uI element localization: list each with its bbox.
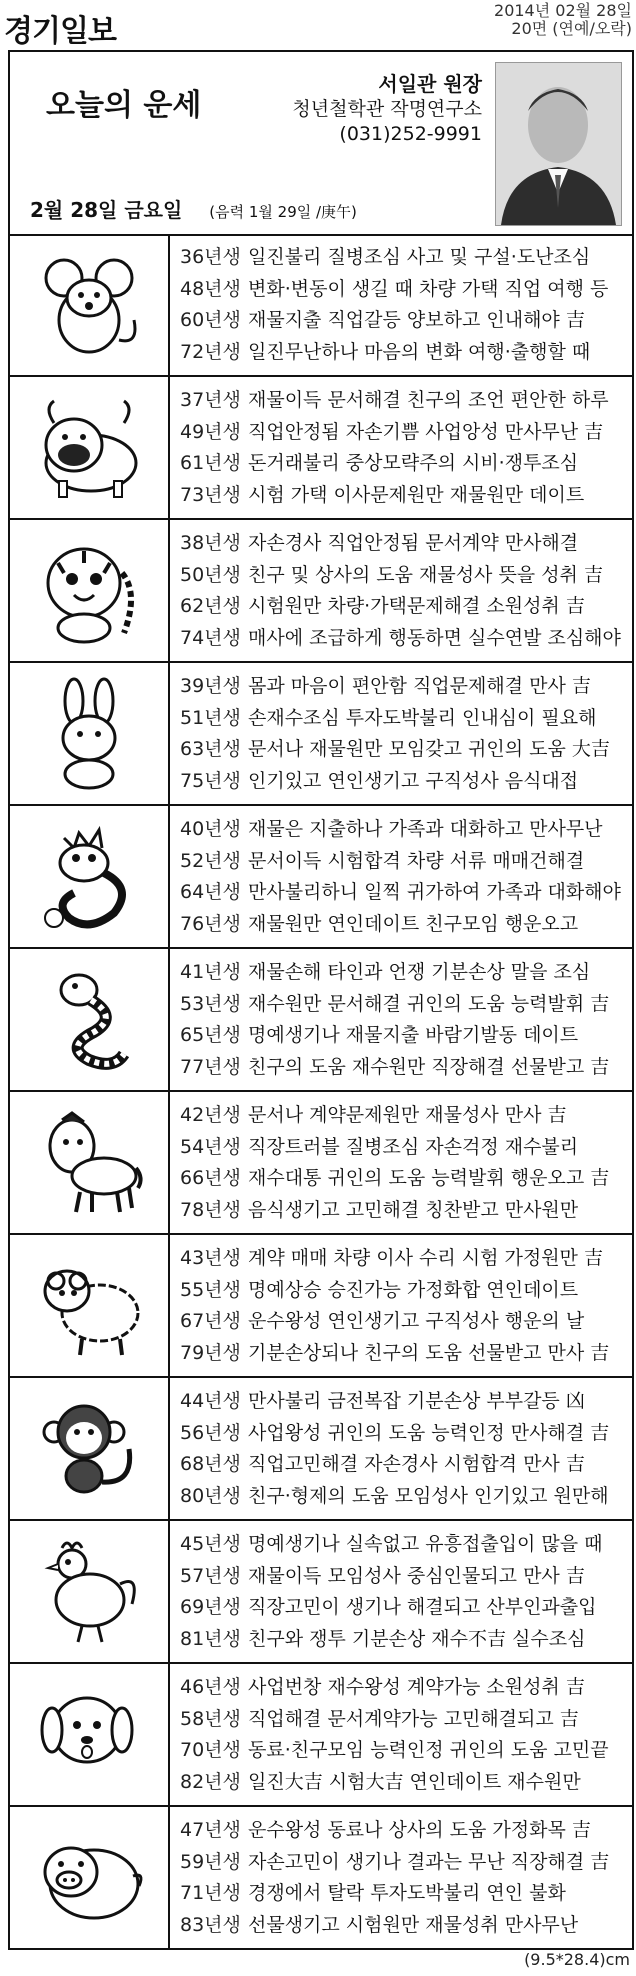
fortune-line [180,528,628,560]
fortune-line [180,734,628,766]
masthead [0,0,636,50]
fortune-lines [180,528,628,654]
fortune-text: 시험원만 차량·가택문제해결 소원성취 吉 [248,595,585,617]
dog-icon [32,1680,147,1790]
birth-year: 39년생 [180,675,241,697]
fortune-lines [180,1529,628,1655]
fortune-line [180,1100,628,1132]
zodiac-image [10,234,170,375]
birth-year: 46년생 [180,1676,241,1698]
fortune-text: 명예상승 승진가능 가정화합 연인데이트 [248,1278,579,1301]
fortune-text: 문서나 재물원만 모임갖고 귀인의 도움 大吉 [248,738,610,760]
zodiac-image [10,520,170,661]
birth-year: 43년생 [180,1247,241,1269]
birth-year: 51년생 [180,706,241,729]
monkey-icon [34,1394,144,1504]
rabbit-icon [39,676,139,791]
fortune-line [180,1672,628,1704]
author-phone: (031)252-9991 [339,123,482,145]
birth-year: 63년생 [180,738,241,760]
birth-year: 78년생 [180,1198,241,1221]
fortune-line [180,1704,628,1736]
birth-year: 79년생 [180,1341,241,1364]
fortune-line [180,989,628,1021]
fortune-text: 재물은 지출하나 가족과 대화하고 만사무난 [248,818,603,840]
author-photo [495,62,622,226]
fortune-lines [180,1243,628,1369]
zodiac-image [10,1807,170,1950]
pig-icon [29,1824,149,1934]
zodiac-row [10,1378,632,1521]
fortune-line [180,1449,628,1481]
zodiac-image [10,1235,170,1376]
birth-year: 38년생 [180,532,241,554]
author-org: 청년철학관 작명연구소 [292,98,482,120]
birth-year: 69년생 [180,1596,241,1618]
fortune-text: 선물생기고 시험원만 재물성취 만사무난 [248,1913,579,1936]
zodiac-row [10,1807,632,1950]
fortune-line [180,1815,628,1847]
horoscope-frame [8,50,634,1950]
zodiac-image [10,377,170,518]
snake-icon [39,962,139,1077]
birth-year: 41년생 [180,961,241,983]
zodiac-row [10,806,632,949]
zodiac-list [10,234,632,1950]
fortune-line [180,560,628,592]
birth-year: 70년생 [180,1739,241,1761]
birth-year: 36년생 [180,246,241,268]
fortune-text: 만사불리하니 일찍 귀가하여 가족과 대화해야 [248,881,621,903]
zodiac-row [10,949,632,1092]
fortune-line [180,703,628,735]
birth-year: 76년생 [180,912,241,935]
zodiac-row [10,1664,632,1807]
birth-year: 61년생 [180,452,241,474]
birth-year: 68년생 [180,1453,241,1475]
birth-year: 53년생 [180,992,241,1015]
fortune-line [180,448,628,480]
fortune-text: 사업번창 재수왕성 계약가능 소원성취 吉 [248,1676,585,1698]
fortune-text: 변화·변동이 생길 때 차량 가택 직업 여행 등 [248,277,609,300]
fortune-line [180,1386,628,1418]
fortune-text: 재물이득 문서해결 친구의 조언 편안한 하루 [248,389,609,411]
fortune-text: 동료·친구모임 능력인정 귀인의 도움 고민끝 [248,1739,609,1761]
fortune-line [180,1195,628,1227]
fortune-text: 몸과 마음이 편안함 직업문제해결 만사 吉 [248,675,591,697]
fortune-text: 사업왕성 귀인의 도움 능력인정 만사해결 吉 [248,1421,610,1444]
fortune-lines [180,1672,628,1798]
birth-year: 54년생 [180,1135,241,1158]
birth-year: 75년생 [180,769,241,792]
fortune-line [180,274,628,306]
fortune-line [180,814,628,846]
birth-year: 42년생 [180,1104,241,1126]
birth-year: 45년생 [180,1533,241,1555]
birth-year: 72년생 [180,340,241,363]
zodiac-row [10,1521,632,1664]
zodiac-row [10,663,632,806]
zodiac-image [10,1378,170,1519]
lunar-date: (음력 1월 29일 /庚午) [209,203,357,221]
fortune-line [180,1878,628,1910]
fortune-line [180,1847,628,1879]
fortune-line [180,766,628,798]
fortune-line [180,480,628,512]
birth-year: 58년생 [180,1707,241,1730]
birth-year: 66년생 [180,1167,241,1189]
fortune-text: 재수대통 귀인의 도움 능력발휘 행운오고 吉 [248,1167,610,1189]
zodiac-image [10,663,170,804]
fortune-line [180,591,628,623]
fortune-text: 재물지출 직업갈등 양보하고 인내해야 吉 [248,309,585,331]
fortune-text: 일진무난하나 마음의 변화 여행·출행할 때 [248,340,591,363]
birth-year: 49년생 [180,420,241,443]
birth-year: 73년생 [180,483,241,506]
birth-year: 62년생 [180,595,241,617]
fortune-text: 경쟁에서 탈락 투자도박불리 연인 불화 [248,1882,566,1904]
fortune-line [180,1910,628,1942]
birth-year: 55년생 [180,1278,241,1301]
fortune-text: 계약 매매 차량 이사 수리 시험 가정원만 吉 [248,1247,603,1269]
zodiac-row [10,1092,632,1235]
fortune-line [180,1052,628,1084]
fortune-lines [180,242,628,368]
sheep-icon [32,1251,147,1361]
birth-year: 80년생 [180,1484,241,1507]
fortune-line [180,305,628,337]
fortune-text: 직장고민이 생기나 해결되고 산부인과출입 [248,1596,597,1618]
fortune-line [180,337,628,369]
fortune-text: 자손경사 직업안정됨 문서계약 만사해결 [248,532,579,554]
birth-year: 57년생 [180,1564,241,1587]
fortune-line [180,846,628,878]
fortune-text: 재물원만 연인데이트 친구모임 행운오고 [248,912,579,935]
birth-year: 47년생 [180,1819,241,1841]
fortune-lines [180,1100,628,1226]
birth-year: 60년생 [180,309,241,331]
author-name: 서일관 원장 [378,72,482,96]
birth-year: 77년생 [180,1055,241,1078]
fortune-text: 만사불리 금전복잡 기분손상 부부갈등 凶 [248,1390,585,1412]
fortune-line [180,1561,628,1593]
fortune-line [180,1767,628,1799]
fortune-text: 직업고민해결 자손경사 시험합격 만사 吉 [248,1453,585,1475]
fortune-text: 친구의 도움 재수원만 직장해결 선물받고 吉 [248,1055,610,1078]
rat-icon [34,250,144,360]
birth-year: 83년생 [180,1913,241,1936]
birth-year: 52년생 [180,849,241,872]
fortune-line [180,242,628,274]
fortune-lines [180,957,628,1083]
birth-year: 64년생 [180,881,241,903]
author-info [292,72,482,147]
fortune-line [180,1624,628,1656]
fortune-line [180,1020,628,1052]
fortune-line [180,1735,628,1767]
fortune-line [180,1306,628,1338]
fortune-lines [180,1386,628,1512]
today-date [30,194,357,223]
zodiac-image [10,806,170,947]
horse-icon [32,1108,147,1218]
fortune-line [180,417,628,449]
issue-page: 20면 (연예/오락) [511,19,632,38]
rooster-icon [32,1534,147,1649]
fortune-lines [180,671,628,797]
birth-year: 65년생 [180,1024,241,1046]
newspaper-logo: 경기일보 [4,14,116,49]
fortune-text: 친구 및 상사의 도움 재물성사 뜻을 성취 吉 [248,563,603,586]
birth-year: 67년생 [180,1310,241,1332]
fortune-text: 재물손해 타인과 언쟁 기분손상 말을 조심 [248,961,591,983]
birth-year: 82년생 [180,1770,241,1793]
fortune-line [180,1592,628,1624]
dragon-icon [34,818,144,936]
fortune-line [180,1338,628,1370]
birth-year: 44년생 [180,1390,241,1412]
fortune-line [180,1132,628,1164]
fortune-line [180,1418,628,1450]
fortune-text: 기분손상되나 친구의 도움 선물받고 만사 吉 [248,1341,610,1364]
fortune-text: 직업해결 문서계약가능 고민해결되고 吉 [248,1707,579,1730]
fortune-lines [180,1815,628,1941]
fortune-line [180,1163,628,1195]
zodiac-image [10,949,170,1090]
fortune-line [180,1275,628,1307]
fortune-line [180,957,628,989]
zodiac-row [10,377,632,520]
birth-year: 74년생 [180,626,241,649]
ox-icon [29,393,149,503]
issue-date: 2014년 02월 28일 [494,1,632,20]
zodiac-image [10,1521,170,1662]
fortune-text: 운수왕성 동료나 상사의 도움 가정화목 吉 [248,1819,591,1841]
fortune-text: 명예생기나 재물지출 바람기발동 데이트 [248,1024,579,1046]
fortune-line [180,909,628,941]
fortune-text: 인기있고 연인생기고 구직성사 음식대접 [248,769,579,792]
issue-info [494,2,632,38]
fortune-line [180,877,628,909]
birth-year: 48년생 [180,277,241,300]
fortune-line [180,1481,628,1513]
fortune-text: 매사에 조급하게 행동하면 실수연발 조심해야 [248,626,621,649]
fortune-text: 음식생기고 고민해결 칭찬받고 만사원만 [248,1198,579,1221]
fortune-text: 직장트러블 질병조심 자손걱정 재수불리 [248,1135,579,1158]
fortune-text: 문서나 계약문제원만 재물성사 만사 吉 [248,1104,567,1126]
birth-year: 81년생 [180,1627,241,1650]
fortune-line [180,671,628,703]
zodiac-row [10,520,632,663]
zodiac-row [10,234,632,377]
fortune-text: 운수왕성 연인생기고 구직성사 행운의 날 [248,1310,585,1332]
zodiac-image [10,1092,170,1233]
fortune-line [180,1243,628,1275]
fortune-lines [180,385,628,511]
solar-date: 2월 28일 금요일 [30,198,183,222]
fortune-text: 시험 가택 이사문제원만 재물원만 데이트 [248,483,585,506]
fortune-line [180,385,628,417]
page-title: 오늘의 운세 [46,88,202,123]
birth-year: 50년생 [180,563,241,586]
fortune-text: 일진불리 질병조심 사고 및 구설·도난조심 [248,246,591,268]
fortune-text: 친구·형제의 도움 모임성사 인기있고 원만해 [248,1484,609,1507]
fortune-line [180,1529,628,1561]
fortune-text: 친구와 쟁투 기분손상 재수不吉 실수조심 [248,1627,586,1650]
fortune-text: 일진大吉 시험大吉 연인데이트 재수원만 [248,1770,581,1793]
fortune-text: 명예생기나 실속없고 유흥접출입이 많을 때 [248,1533,603,1555]
fortune-text: 재물이득 모임성사 중심인물되고 만사 吉 [248,1564,585,1587]
birth-year: 56년생 [180,1421,241,1444]
birth-year: 40년생 [180,818,241,840]
fortune-line [180,623,628,655]
size-note: (9.5*28.4)cm [524,1950,630,1969]
birth-year: 71년생 [180,1882,241,1904]
horoscope-header [10,52,632,236]
fortune-lines [180,814,628,940]
fortune-text: 돈거래불리 중상모략주의 시비·쟁투조심 [248,452,579,474]
zodiac-image [10,1664,170,1805]
zodiac-row [10,1235,632,1378]
fortune-text: 직업안정됨 자손기쁨 사업앙성 만사무난 吉 [248,420,604,443]
fortune-text: 문서이득 시험합격 차량 서류 매매건해결 [248,849,585,872]
fortune-text: 손재수조심 투자도박불리 인내심이 필요해 [248,706,597,729]
fortune-text: 자손고민이 생기나 결과는 무난 직장해결 吉 [248,1850,610,1873]
fortune-text: 재수원만 문서해결 귀인의 도움 능력발휘 吉 [248,992,610,1015]
birth-year: 59년생 [180,1850,241,1873]
birth-year: 37년생 [180,389,241,411]
tiger-icon [34,533,144,648]
